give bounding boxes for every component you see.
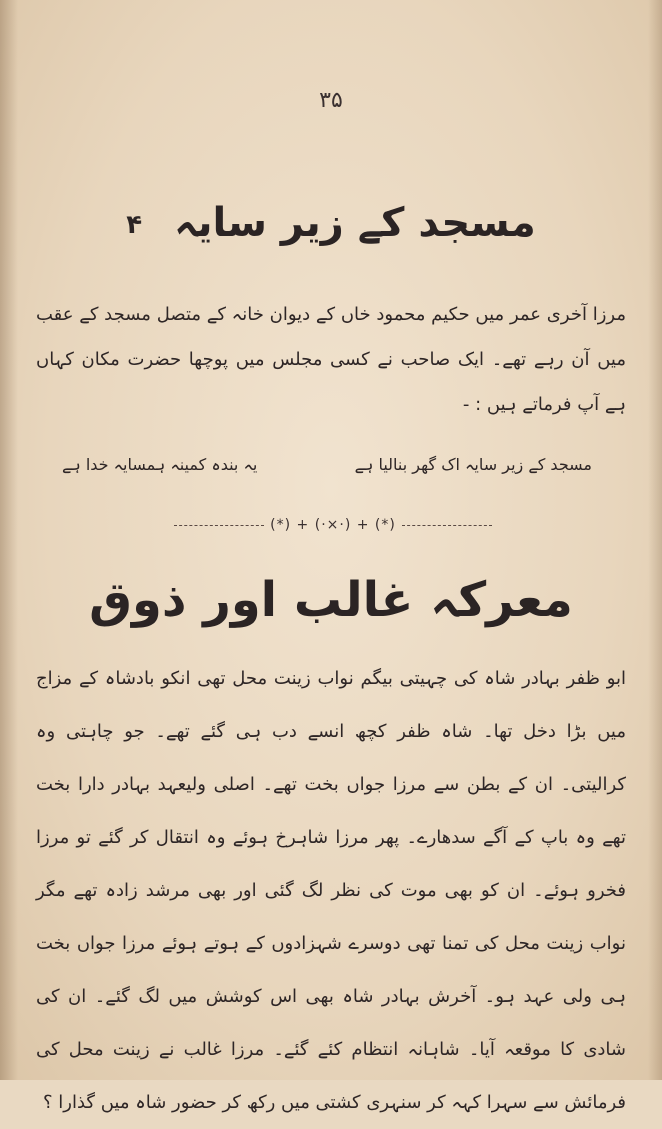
verse-second-hemistich: یہ بندہ کمینہ ہمسایہ خدا ہے <box>62 455 258 474</box>
section-2-title: معرکہ غالب اور ذوق <box>89 572 573 628</box>
divider-line-right <box>402 525 492 526</box>
section-divider <box>168 512 498 538</box>
section-1-title: مسجد کے زیر سایہ <box>174 200 536 246</box>
section-2-paragraph: ابو ظفر بہادر شاہ کی چہیتی بیگم نواب زینت محل تھی انکو بادشاہ کے مزاج میں بڑا دخل تھا۔ شاہ ظفر کچھ انسے دب ہی گئے تھے۔ جو چاہتی وہ کرالیتی۔ ان کے بطن سے مرزا جواں بخت تھے۔ اصلی ولیعہد بہادر دارا بخت تھے وہ باپ کے آگے سدھارے۔ پھر مرزا شاہرخ ہوئے وہ انتقال کر گئے تو مرزا فخرو ہوئے۔ ان کو بھی موت کی نظر لگ گئی اور بھی مرشد زادہ تھے مگر نواب زینت محل کی تمنا تھی دوسرے شہزادوں کے ہوتے ہوئے مرزا جواں بخت ہی ولی عہد ہو۔ آخرش بہادر شاہ بھی اس کوشش میں لگ گئے۔ ان کی شادی کا موقعہ آیا۔ شاہانہ انتظام کئے گئے۔ مرزا غالب نے زینت محل کی فرمائش سے سہرا کہہ کر سنہری کشتی میں رکھ کر حضور شاہ میں گذارا ؟ <box>36 668 626 1113</box>
verse-couplet <box>62 455 592 474</box>
section-1-number: ۴ <box>126 210 143 240</box>
divider-line-left <box>174 525 264 526</box>
section-2-heading <box>0 572 662 628</box>
section-1-paragraph: مرزا آخری عمر میں حکیم محمود خاں کے دیوان خانہ کے متصل مسجد کے عقب میں آن رہے تھے۔ ایک صاحب نے کسی مجلس میں پوچھا حضرت مکان کہاں ہے آپ فرماتے ہیں : - <box>36 304 626 415</box>
section-1-heading <box>0 200 662 246</box>
verse-first-hemistich: مسجد کے زیر سایہ اک گھر بنالیا ہے <box>354 455 592 474</box>
divider-ornament: (*) + (·×·) + (*) <box>270 517 396 533</box>
page-number: ۳۵ <box>319 88 343 113</box>
